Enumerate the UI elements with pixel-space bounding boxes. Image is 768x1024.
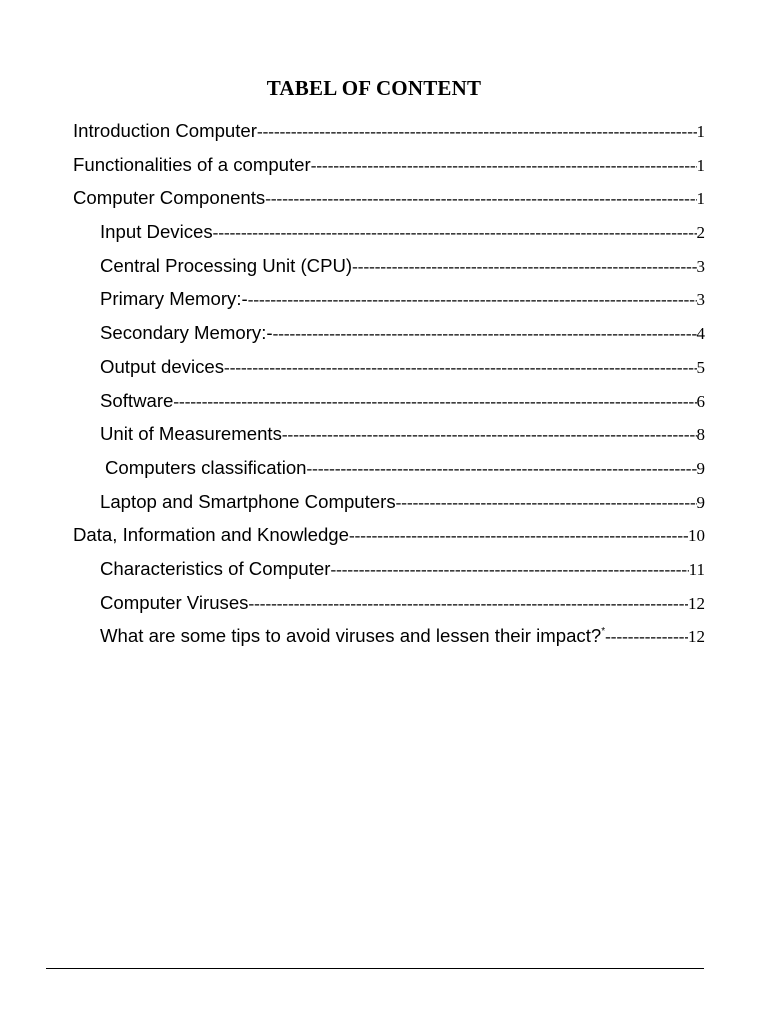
toc-leader-dashes [257, 115, 697, 148]
toc-list [73, 114, 705, 653]
toc-page-number: 5 [696, 357, 705, 377]
footer-divider [46, 968, 704, 969]
toc-page-number: 1 [696, 189, 705, 209]
toc-entry[interactable] [73, 316, 705, 350]
toc-entry-text: Data, Information and Knowledge [73, 524, 349, 546]
toc-entry-text: Computer Components [73, 187, 266, 209]
toc-page-number: 9 [696, 458, 705, 478]
toc-entry-text: Functionalities of a computer [73, 153, 311, 175]
toc-leader-dashes [213, 216, 697, 249]
toc-entry[interactable] [73, 181, 705, 215]
footnote-marker: * [601, 626, 606, 638]
toc-page-number: 3 [696, 290, 705, 310]
toc-entry[interactable] [73, 586, 705, 620]
toc-page-number: 9 [696, 492, 705, 512]
toc-entry-text: Secondary Memory:- [100, 322, 273, 344]
toc-page-number: 12 [688, 627, 705, 647]
toc-entry[interactable] [73, 215, 705, 249]
toc-page-number: 4 [696, 324, 705, 344]
toc-page-number: 12 [688, 593, 705, 613]
toc-title: TABEL OF CONTENT [266, 76, 482, 100]
toc-entry[interactable] [73, 148, 705, 182]
toc-page-number: 1 [696, 122, 705, 141]
toc-leader-dashes [265, 182, 696, 215]
toc-leader-dashes [311, 149, 697, 182]
toc-entry[interactable] [73, 417, 705, 451]
toc-leader-dashes [396, 486, 697, 519]
toc-page-number: 1 [696, 155, 705, 175]
toc-entry-text: Computer Viruses [100, 591, 249, 613]
toc-leader-dashes [605, 620, 688, 653]
toc-entry[interactable] [73, 282, 705, 316]
toc-leader-dashes [173, 385, 696, 418]
toc-leader-dashes [330, 553, 688, 586]
toc-leader-dashes [273, 317, 697, 350]
toc-entry-text: Software [100, 389, 174, 411]
toc-entry-text: Input Devices [100, 221, 213, 243]
toc-page-number: 8 [696, 425, 705, 445]
toc-page-number: 10 [688, 526, 705, 546]
toc-entry-text-main: What are some tips to avoid viruses and lessen their impact? [100, 625, 602, 647]
toc-entry-text: Output devices [100, 355, 225, 377]
toc-leader-dashes [307, 452, 697, 485]
toc-entry-text: Characteristics of Computer [100, 557, 331, 579]
toc-entry[interactable] [73, 619, 705, 653]
toc-leader-dashes [282, 418, 697, 451]
toc-page-number: 3 [696, 256, 705, 276]
toc-entry[interactable] [73, 249, 705, 283]
toc-page-number: 6 [696, 391, 705, 411]
toc-entry[interactable] [73, 518, 705, 552]
toc-entry-text: Unit of Measurements [100, 423, 282, 445]
toc-leader-dashes [224, 351, 696, 384]
toc-entry[interactable] [73, 384, 705, 418]
toc-entry[interactable] [73, 350, 705, 384]
toc-entry[interactable] [73, 485, 705, 519]
toc-entry-text: Primary Memory:- [100, 288, 248, 310]
toc-page-number: 11 [688, 559, 705, 579]
toc-entry[interactable] [73, 114, 705, 148]
toc-leader-dashes [352, 250, 696, 283]
toc-entry[interactable] [73, 451, 705, 485]
toc-leader-dashes [248, 587, 688, 620]
toc-entry-text: Computers classification [105, 456, 307, 478]
toc-entry-text: Laptop and Smartphone Computers [100, 490, 396, 512]
toc-entry-text: Central Processing Unit (CPU) [100, 254, 353, 276]
toc-leader-dashes [248, 283, 697, 316]
toc-entry-text [100, 619, 605, 653]
toc-page-number: 2 [696, 223, 705, 243]
toc-entry-text: Introduction Computer [73, 120, 257, 141]
toc-leader-dashes [349, 519, 688, 552]
toc-entry[interactable] [73, 552, 705, 586]
